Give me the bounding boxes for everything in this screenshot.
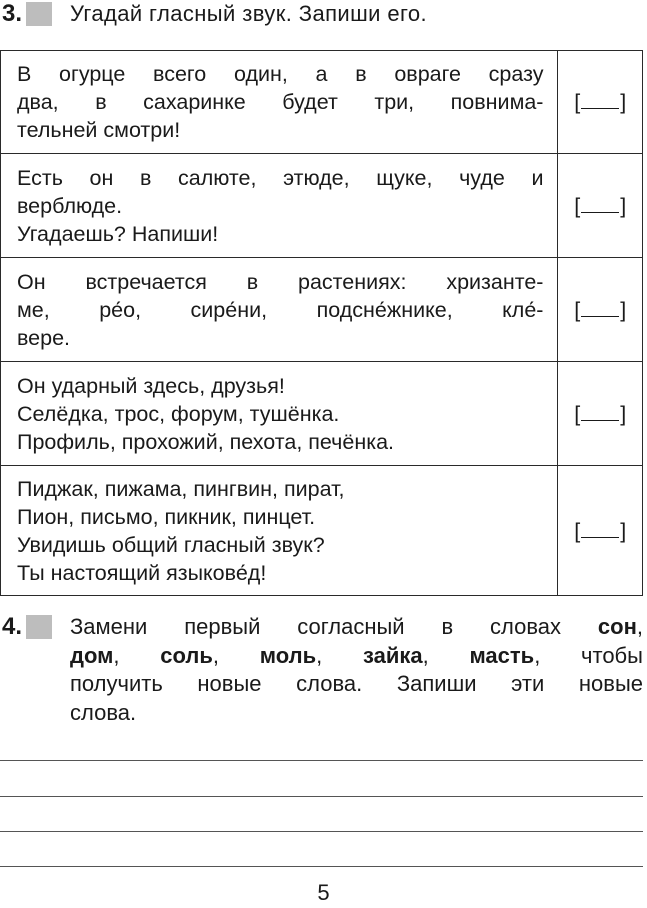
- riddle-line: Пиджак, пижама, пингвин, пират,: [17, 476, 345, 501]
- answer-cell[interactable]: [558, 466, 643, 596]
- riddle-line: Увидишь общий гласный звук?: [17, 532, 325, 557]
- riddle-line: Пион, письмо, пикник, пинцет.: [17, 504, 316, 529]
- riddle-line: В огурце всего один, а в овраге сразу: [17, 62, 544, 86]
- riddle-row: [1, 51, 643, 154]
- close-bracket: ]: [620, 518, 627, 543]
- riddle-line: вере.: [17, 325, 71, 350]
- open-bracket: [: [574, 90, 581, 114]
- close-bracket: ]: [620, 401, 627, 426]
- open-bracket: [: [574, 518, 581, 543]
- riddle-line: Он ударный здесь, друзья!: [17, 373, 285, 398]
- punctuation: ,: [422, 642, 429, 668]
- riddle-text: [1, 362, 558, 466]
- open-bracket: [: [574, 193, 581, 218]
- riddle-line: ме, ре́о, сире́ни, подсне́жнике, кле́-: [17, 297, 544, 322]
- instruction-line: [70, 613, 643, 642]
- punctuation: ,: [113, 642, 120, 668]
- task-4-instructions: [70, 613, 643, 727]
- answer-blank[interactable]: [581, 402, 619, 421]
- riddle-row: [1, 362, 643, 466]
- answer-cell[interactable]: [558, 258, 643, 362]
- task-3-number-badge: [0, 2, 52, 26]
- writing-line[interactable]: [0, 831, 643, 832]
- keyword: соль: [160, 642, 213, 668]
- task-4-number-badge: [0, 615, 52, 639]
- task-3-title: Угадай гласный звук. Запиши его.: [70, 1, 428, 26]
- answer-cell[interactable]: [558, 362, 643, 466]
- writing-line[interactable]: [0, 866, 643, 867]
- writing-line[interactable]: [0, 760, 643, 761]
- answer-blank[interactable]: [581, 519, 619, 538]
- riddles-table: [0, 50, 643, 596]
- riddle-line: Селёдка, трос, форум, тушёнка.: [17, 401, 340, 426]
- open-bracket: [: [574, 401, 581, 426]
- riddle-line: Есть он в салюте, этюде, щуке, чуде и: [17, 165, 544, 190]
- instruction-text: Замени первый согласный в словах: [70, 614, 598, 639]
- punctuation: ,: [316, 642, 323, 668]
- riddle-line: Ты настоящий языкове́д!: [17, 560, 267, 585]
- riddle-line: Он встречается в растениях: хризанте-: [17, 269, 544, 294]
- answer-cell[interactable]: [558, 51, 643, 154]
- instruction-line: получить новые слова. Запиши эти новые: [70, 671, 643, 696]
- riddle-line: тельней смотри!: [17, 118, 181, 142]
- keyword: сон: [597, 614, 637, 639]
- task-4-number: 4.: [2, 613, 23, 640]
- answer-blank[interactable]: [581, 298, 619, 317]
- riddle-row: [1, 154, 643, 258]
- riddle-line: Профиль, прохожий, пехота, печёнка.: [17, 429, 395, 454]
- close-bracket: ]: [620, 90, 627, 114]
- keyword: зайка: [362, 642, 423, 668]
- writing-line[interactable]: [0, 796, 643, 797]
- open-bracket: [: [574, 297, 581, 322]
- riddle-line: Угадаешь? Напиши!: [17, 221, 219, 246]
- keyword: дом: [70, 642, 114, 668]
- close-bracket: ]: [620, 193, 627, 218]
- answer-blank[interactable]: [581, 90, 619, 109]
- riddle-text: [1, 154, 558, 258]
- riddle-line: верблюде.: [17, 193, 123, 218]
- close-bracket: ]: [620, 297, 627, 322]
- task-3-number: 3.: [2, 0, 23, 27]
- page-number: 5: [317, 880, 330, 905]
- answer-blank[interactable]: [581, 194, 619, 213]
- instruction-line: слова.: [70, 699, 137, 725]
- punctuation: ,: [212, 642, 219, 668]
- riddle-row: [1, 466, 643, 596]
- instruction-text: , чтобы: [534, 642, 643, 668]
- riddle-text: [1, 258, 558, 362]
- keyword: масть: [469, 642, 535, 668]
- punctuation: ,: [636, 614, 643, 639]
- riddle-text: [1, 466, 558, 596]
- riddle-line: два, в сахаринке будет три, повнима-: [17, 90, 544, 114]
- riddle-row: [1, 258, 643, 362]
- instruction-line: [70, 642, 643, 671]
- keyword: моль: [259, 642, 317, 668]
- answer-cell[interactable]: [558, 154, 643, 258]
- riddle-text: [1, 51, 558, 154]
